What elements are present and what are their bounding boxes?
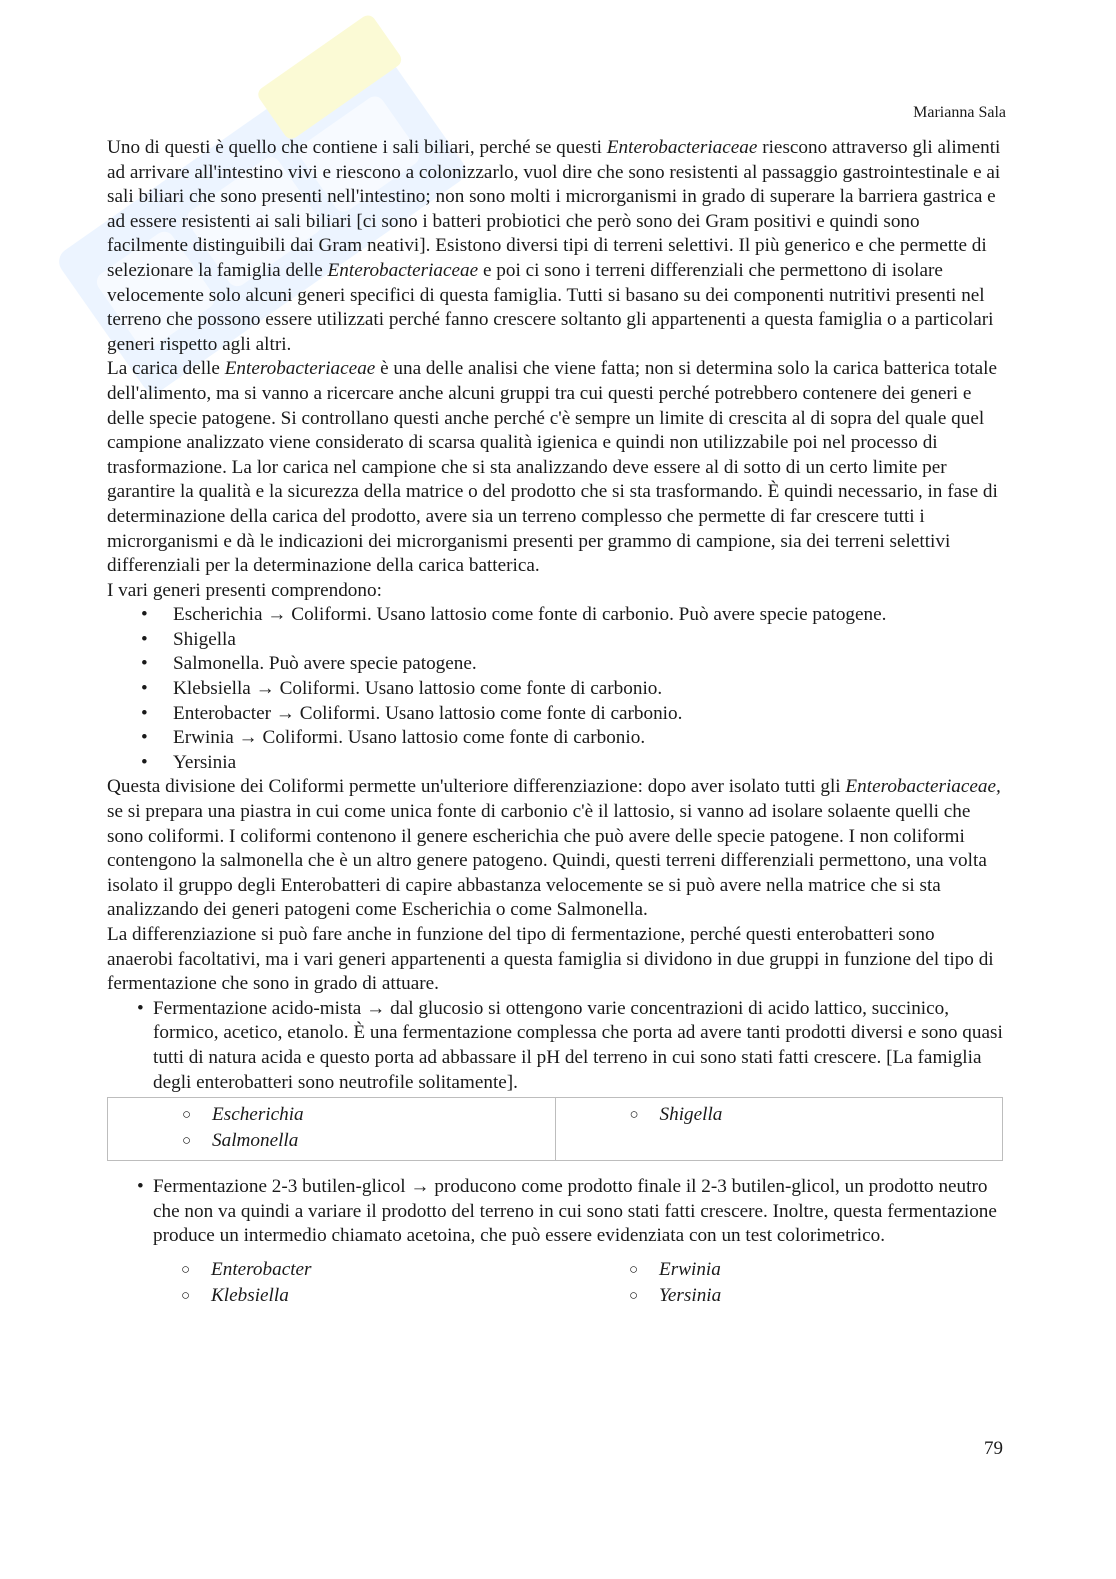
list-item: ○ Erwinia bbox=[629, 1258, 721, 1280]
paragraph-coliforms: Questa divisione dei Coliformi permette un'ulteriore differenziazione: dopo aver isolato tutti gli Enterobacteriaceae, se si prepara una piastra in cui come unica fonte di carbonio c'è il lattosio, si vanno ad isolare solaente quelli che sono coliformi. I coliformi contenono il genere escherichia che può avere delle specie patogene. I non coliformi contengono la salmonella che è un altro genere patogeno. Quindi, questi terreni differenziali permettono, una volta isolato il gruppo degli Enterobatteri di capire abbastanza velocemente se si può avere nella matrice che si sta analizzando dei generi patogeni come Escherichia o come Salmonella. bbox=[107, 776, 1001, 921]
list-item: ○ Shigella bbox=[629, 1104, 723, 1126]
list-item: ○ Klebsiella bbox=[181, 1284, 289, 1306]
fermentation-mixed-item: • Fermentazione acido-mista → dal glucosio si ottengono varie concentrazioni di acido lattico, succinico, formico, acetico, etanolo. È una fermentazione complessa che porta ad avere tanti prodotti diversi e sono quasi tutti di natura acida e questo porta ad abbassare il pH del terreno in cui sono stati fatti crescere. [La famiglia degli enterobatteri sono neutrofile solitamente]. bbox=[137, 997, 1003, 1093]
paragraph-fermentation: La differenziazione si può fare anche in funzione del tipo di fermentazione, perché questi enterobatteri sono anaerobi facoltativi, ma i vari generi appartenenti a questa famiglia si dividono in due gruppi in funzione del tipo di fermentazione che sono in grado di attuare. bbox=[107, 924, 994, 995]
genera-intro: I vari generi presenti comprendono: bbox=[107, 579, 382, 601]
paragraph-load: La carica delle Enterobacteriaceae è una delle analisi che viene fatta; non si determina solo la carica batterica totale dell'alimento, ma si vanno a ricercare anche alcuni gruppi tra cui questi perché potrebbero contenere dei generi e delle specie patogene. Si controllano questi anche perché c'è sempre un limite di crescita al di sopra del quale quel campione analizzato viene considerato di scarsa qualità igienica e quindi non utilizzabile poi nel processo di trasformazione. La lor carica nel campione che si sta analizzando deve essere al di sotto di un certo limite per garantire la qualità e la sicurezza della matrice o del prodotto che si sta trasformando. È quindi necessario, in fase di determinazione della carica del prodotto, avere sia un terreno complesso che permette di far crescere tutti i microrganismi e dà le indicazioni dei microrganismi presenti per grammo di campione, sia dei terreni selettivi differenziali per la determinazione della carica batterica. bbox=[107, 358, 998, 577]
list-item: • Enterobacter → Coliformi. Usano lattosio come fonte di carbonio. bbox=[141, 702, 683, 724]
page-number: 79 bbox=[984, 1438, 1003, 1459]
list-item: ○ Escherichia bbox=[182, 1104, 304, 1126]
list-item: • Salmonella. Può avere specie patogene. bbox=[141, 653, 477, 675]
header-author: Marianna Sala bbox=[913, 104, 1006, 121]
fermentation-butylene-item: • Fermentazione 2-3 butilen-glicol → producono come prodotto finale il 2-3 butilen-glicol, un prodotto neutro che non va quindi a variare il prodotto del terreno in cui sono stati fatti crescere. Inoltre, questa fermentazione produce un intermedio chiamato acetoina, che può essere evidenziata con un test colorimetrico. bbox=[137, 1176, 997, 1247]
list-item: • Klebsiella → Coliformi. Usano lattosio come fonte di carbonio. bbox=[141, 678, 663, 700]
list-item: ○ Salmonella bbox=[182, 1130, 299, 1152]
list-item: • Erwinia → Coliformi. Usano lattosio come fonte di carbonio. bbox=[141, 727, 646, 749]
table-cell-left bbox=[108, 1098, 556, 1161]
list-item: • Shigella bbox=[141, 628, 236, 650]
butylene-genera bbox=[107, 1257, 1003, 1309]
list-item: • Escherichia → Coliformi. Usano lattosio come fonte di carbonio. Può avere specie patogene. bbox=[141, 604, 887, 626]
list-item: ○ Enterobacter bbox=[181, 1258, 312, 1280]
butylene-genera-left bbox=[107, 1257, 555, 1309]
list-item: ○ Yersinia bbox=[629, 1284, 722, 1306]
genera-list bbox=[107, 603, 1003, 775]
main-content bbox=[107, 136, 1003, 1309]
butylene-genera-right bbox=[555, 1257, 1003, 1309]
list-item: • Yersinia bbox=[141, 751, 237, 773]
mixed-genera-table bbox=[107, 1097, 1003, 1161]
paragraph-bile-salts: Uno di questi è quello che contiene i sali biliari, perché se questi Enterobacteriaceae riescono attraverso gli alimenti ad arrivare all'intestino vivi e riescono a colonizzarlo, vuol dire che sono resistenti al passaggio gastrointestinale e ai sali biliari che sono presenti nell'intestino; non sono molti i microrganismi in grado di superare la barriera gastrica e ad essere resistenti ai sali biliari [ci sono i batteri probiotici che però sono dei Gram positivi e quindi sono facilmente distinguibili dai Gram neativi]. Esistono diversi tipi di terreni selettivi. Il più generico e che permette di selezionare la famiglia delle Enterobacteriaceae e poi ci sono i terreni differenziali che permettono di isolare velocemente solo alcuni generi specifici di questa famiglia. Tutti si basano su dei componenti nutritivi presenti nel terreno che possono essere utilizzati perché fanno crescere soltanto gli appartenenti a questa famiglia o a particolari generi rispetto agli altri. bbox=[107, 137, 1001, 355]
table-cell-right bbox=[555, 1098, 1003, 1161]
